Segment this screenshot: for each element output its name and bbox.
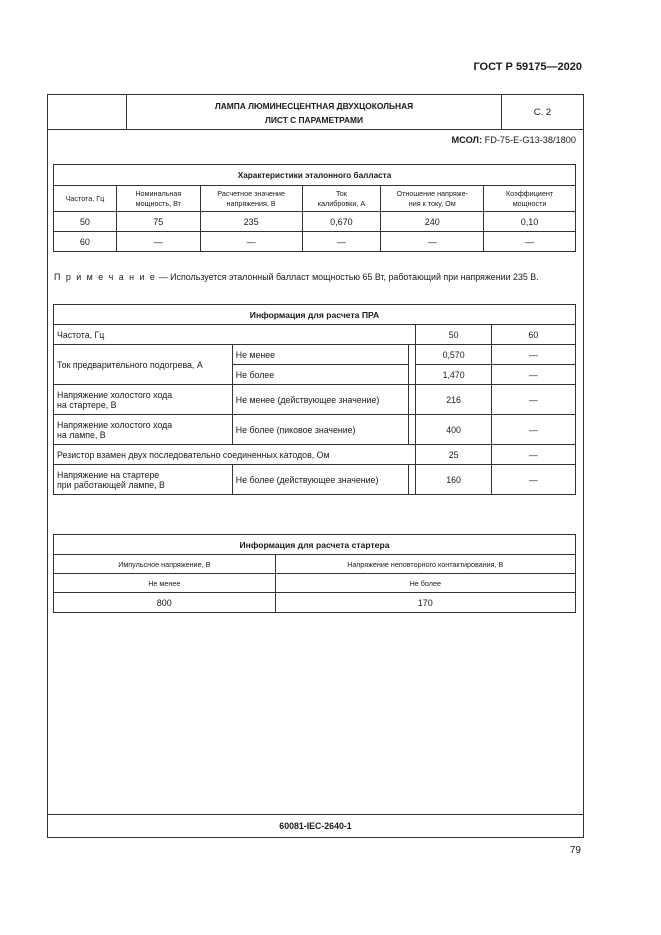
sheet-page-ref: С. 2 [533, 107, 552, 118]
table-cell: 235 [200, 212, 302, 232]
table-cell: — [381, 232, 484, 252]
note-label: П р и м е ч а н и е [54, 272, 157, 282]
table-row [54, 232, 576, 252]
starter-table [53, 534, 576, 613]
table-row [54, 212, 576, 232]
spacer-cell [409, 465, 416, 495]
sheet-title-line1: ЛАМПА ЛЮМИНЕСЦЕНТНАЯ ДВУХЦОКОЛЬНАЯ [214, 100, 414, 111]
spacer-cell [409, 415, 416, 445]
title-blank-cell [48, 95, 127, 130]
table-cell: Не более [275, 574, 575, 593]
table-cell: — [484, 232, 576, 252]
table-cell: 160 [416, 465, 491, 495]
spacer-cell [409, 385, 416, 415]
preheat-current-label: Ток предварительного подогрева, А [54, 345, 233, 385]
header-rated-power: Номинальная мощность, Вт [116, 186, 200, 212]
table-cell: — [116, 232, 200, 252]
header-power-factor: Коэффициент мощности [484, 186, 576, 212]
header-calibration-current: Ток калибровки, А [302, 186, 381, 212]
table-cell: 800 [54, 593, 276, 613]
table-row [54, 445, 576, 465]
starter-open-circuit-label: Напряжение холостого хода на стартере, В [54, 385, 233, 415]
lamp-code-value: FD-75-E-G13-38/1800 [484, 135, 576, 145]
parameter-sheet-frame [47, 94, 584, 838]
footer-code: 60081-IEC-2640-1 [279, 821, 352, 831]
table-cell: — [491, 465, 575, 495]
table-cell: — [200, 232, 302, 252]
table-cell: 75 [116, 212, 200, 232]
pulse-voltage-header: Импульсное напряжение, В [54, 555, 276, 574]
table-cell: — [491, 415, 575, 445]
table-row [54, 574, 576, 593]
table-row [54, 415, 576, 445]
table-cell: 0,10 [484, 212, 576, 232]
lamp-code-label: МСОЛ: [451, 135, 483, 145]
table-cell: — [491, 345, 575, 365]
header-voltage-current-ratio: Отношение напряже- ния к току, Ом [381, 186, 484, 212]
table-row [54, 555, 576, 574]
table-cell: 400 [416, 415, 491, 445]
table-cell: Не менее [54, 574, 276, 593]
table-row [54, 593, 576, 613]
table-cell: 0,570 [416, 345, 491, 365]
frequency-60: 60 [491, 325, 575, 345]
non-reclosing-voltage-header: Напряжение неповторного контактирования, В [275, 555, 575, 574]
table-cell: Не более (действующее значение) [232, 465, 409, 495]
table-cell: 0,670 [302, 212, 381, 232]
table-row [54, 465, 576, 495]
ballast-table [53, 164, 576, 252]
table-row [54, 385, 576, 415]
page-number: 79 [569, 845, 581, 856]
starter-caption: Информация для расчета стартера [54, 535, 576, 555]
note-text: — Используется эталонный балласт мощностью 65 Вт, работающий при напряжении 235 В. [156, 272, 539, 282]
frequency-label: Частота, Гц [54, 325, 416, 345]
table-cell: 170 [275, 593, 575, 613]
table-cell: Не более (пиковое значение) [232, 415, 409, 445]
sheet-title [127, 95, 502, 130]
table-cell: 1,470 [416, 365, 491, 385]
ballast-caption: Характеристики эталонного балласта [54, 165, 576, 186]
pra-table [53, 304, 576, 495]
lamp-code [452, 135, 576, 145]
sheet-title-line2: ЛИСТ С ПАРАМЕТРАМИ [264, 114, 364, 125]
lamp-open-circuit-label: Напряжение холостого хода на лампе, В [54, 415, 233, 445]
table-cell: 60 [54, 232, 117, 252]
starter-running-label: Напряжение на стартере при работающей лампе, В [54, 465, 233, 495]
title-block [48, 95, 583, 130]
table-cell: Не менее (действующее значение) [232, 385, 409, 415]
table-row [54, 345, 576, 365]
table-cell: 50 [54, 212, 117, 232]
table-cell: 240 [381, 212, 484, 232]
frequency-50: 50 [416, 325, 491, 345]
header-frequency: Частота, Гц [54, 186, 117, 212]
table-cell: — [491, 365, 575, 385]
table-cell: 216 [416, 385, 491, 415]
header-voltage: Расчетное значение напряжения, В [200, 186, 302, 212]
table-cell: — [491, 445, 575, 465]
max-label: Не более [232, 365, 409, 385]
resistor-label: Резистор взамен двух последовательно соединенных катодов, Ом [54, 445, 416, 465]
ballast-header-row [54, 186, 576, 212]
table-cell: 25 [416, 445, 491, 465]
table-row [54, 325, 576, 345]
spacer-cell [409, 345, 416, 385]
standard-number: ГОСТ Р 59175—2020 [473, 61, 582, 73]
min-label: Не менее [232, 345, 409, 365]
ballast-note [54, 272, 539, 282]
table-cell: — [491, 385, 575, 415]
pra-caption: Информация для расчета ПРА [54, 305, 576, 325]
table-cell: — [302, 232, 381, 252]
